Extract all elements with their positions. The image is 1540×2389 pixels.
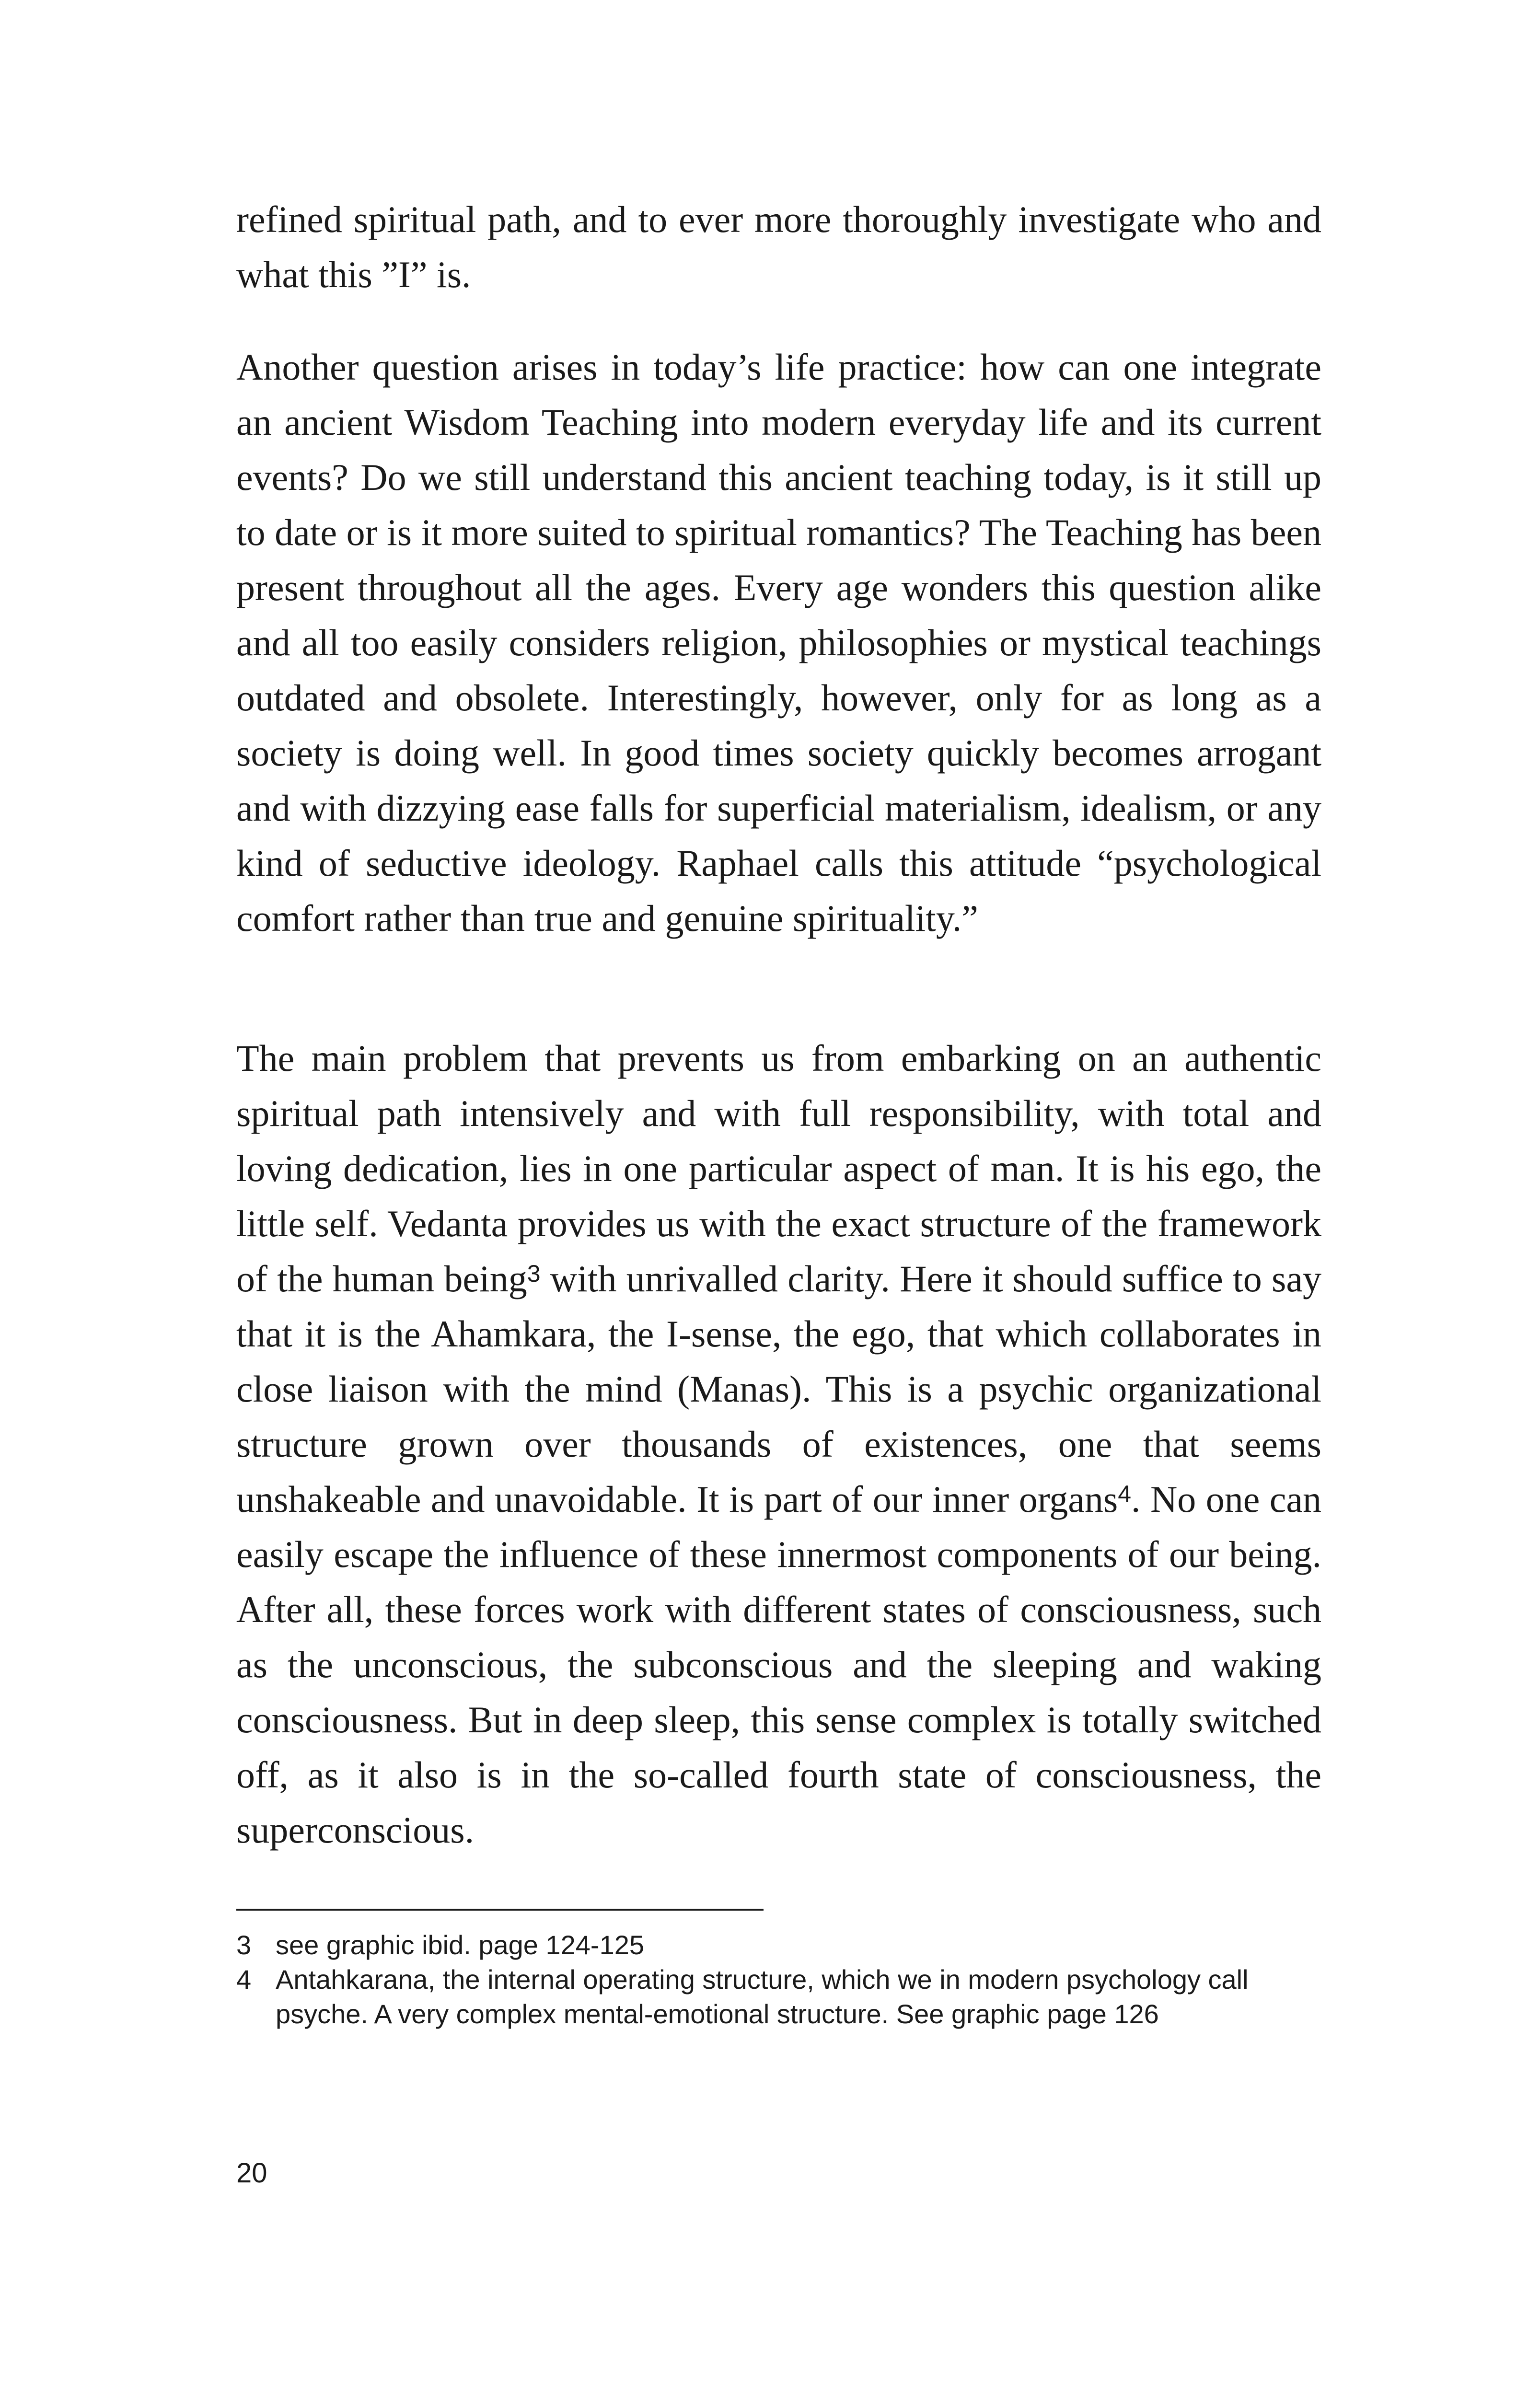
footnote-text: Antahkarana, the internal operating structure, which we in modern psychology call psyche. A very complex mental-emotional structure. See graphic page 126 (276, 1964, 1249, 2029)
footnote-text: see graphic ibid. page 124-125 (276, 1930, 645, 1960)
footnote-divider (236, 1909, 764, 1911)
body-paragraph-2 (236, 339, 1321, 946)
footnote-3 (236, 1928, 1321, 1962)
paragraph-text (236, 1031, 1321, 1857)
body-paragraph-3 (236, 1031, 1321, 1857)
page-number: 20 (236, 2157, 267, 2189)
paragraph-text: refined spiritual path, and to ever more thoroughly investigate who and what this ”I” is. (236, 198, 1321, 295)
footnote-reference-4: 4 (1118, 1481, 1132, 1508)
paragraph-text-part-1: The main problem that prevents us from embarking on an authentic spiritual path intensively and with full responsibility, with total and loving dedication, lies in one particular aspect of man. It is his ego, the little self. Vedanta provides us with the exact structure of the framework of the human being (236, 1037, 1321, 1299)
paragraph-text: Another question arises in today’s life practice: how can one integrate an ancient Wisdom Teaching into modern everyday life and its current events? Do we still understand this ancient teaching today, is it still up to date or is it more suited to spiritual romantics? The Teaching has been present throughout all the ages. Every age wonders this question alike and all too easily considers religion, philosophies or mystical teachings outdated and obsolete. Interestingly, however, only for as long as a society is doing well. In good times society quickly becomes arrogant and with dizzying ease falls for superficial materialism, idealism, or any kind of seductive ideology. Raphael calls this attitude “psychological comfort rather than true and genuine spirituality.” (236, 346, 1321, 939)
paragraph-text-part-2: with unrivalled clarity. Here it should suffice to say that it is the Ahamkara, the I-sense, the ego, that which collaborates in close liaison with the mind (Manas). This is a psychic organizational structure grown over thousands of existences, one that seems unshakeable and unavoidable. It is part of our inner organs (236, 1258, 1321, 1520)
body-paragraph-1 (236, 192, 1321, 302)
footnote-number: 3 (236, 1930, 252, 1960)
footnotes (236, 1928, 1321, 2031)
footnote-reference-3: 3 (527, 1260, 541, 1287)
footnote-number: 4 (236, 1964, 252, 1995)
footnote-4 (236, 1962, 1321, 2031)
paragraph-text-part-3: . No one can easily escape the influence of these innermost components of our being. After all, these forces work with different states of consciousness, such as the unconscious, the subconscious and the sleeping and waking consciousness. But in deep sleep, this sense complex is totally switched off, as it also is in the so-called fourth state of consciousness, the superconscious. (236, 1478, 1321, 1851)
